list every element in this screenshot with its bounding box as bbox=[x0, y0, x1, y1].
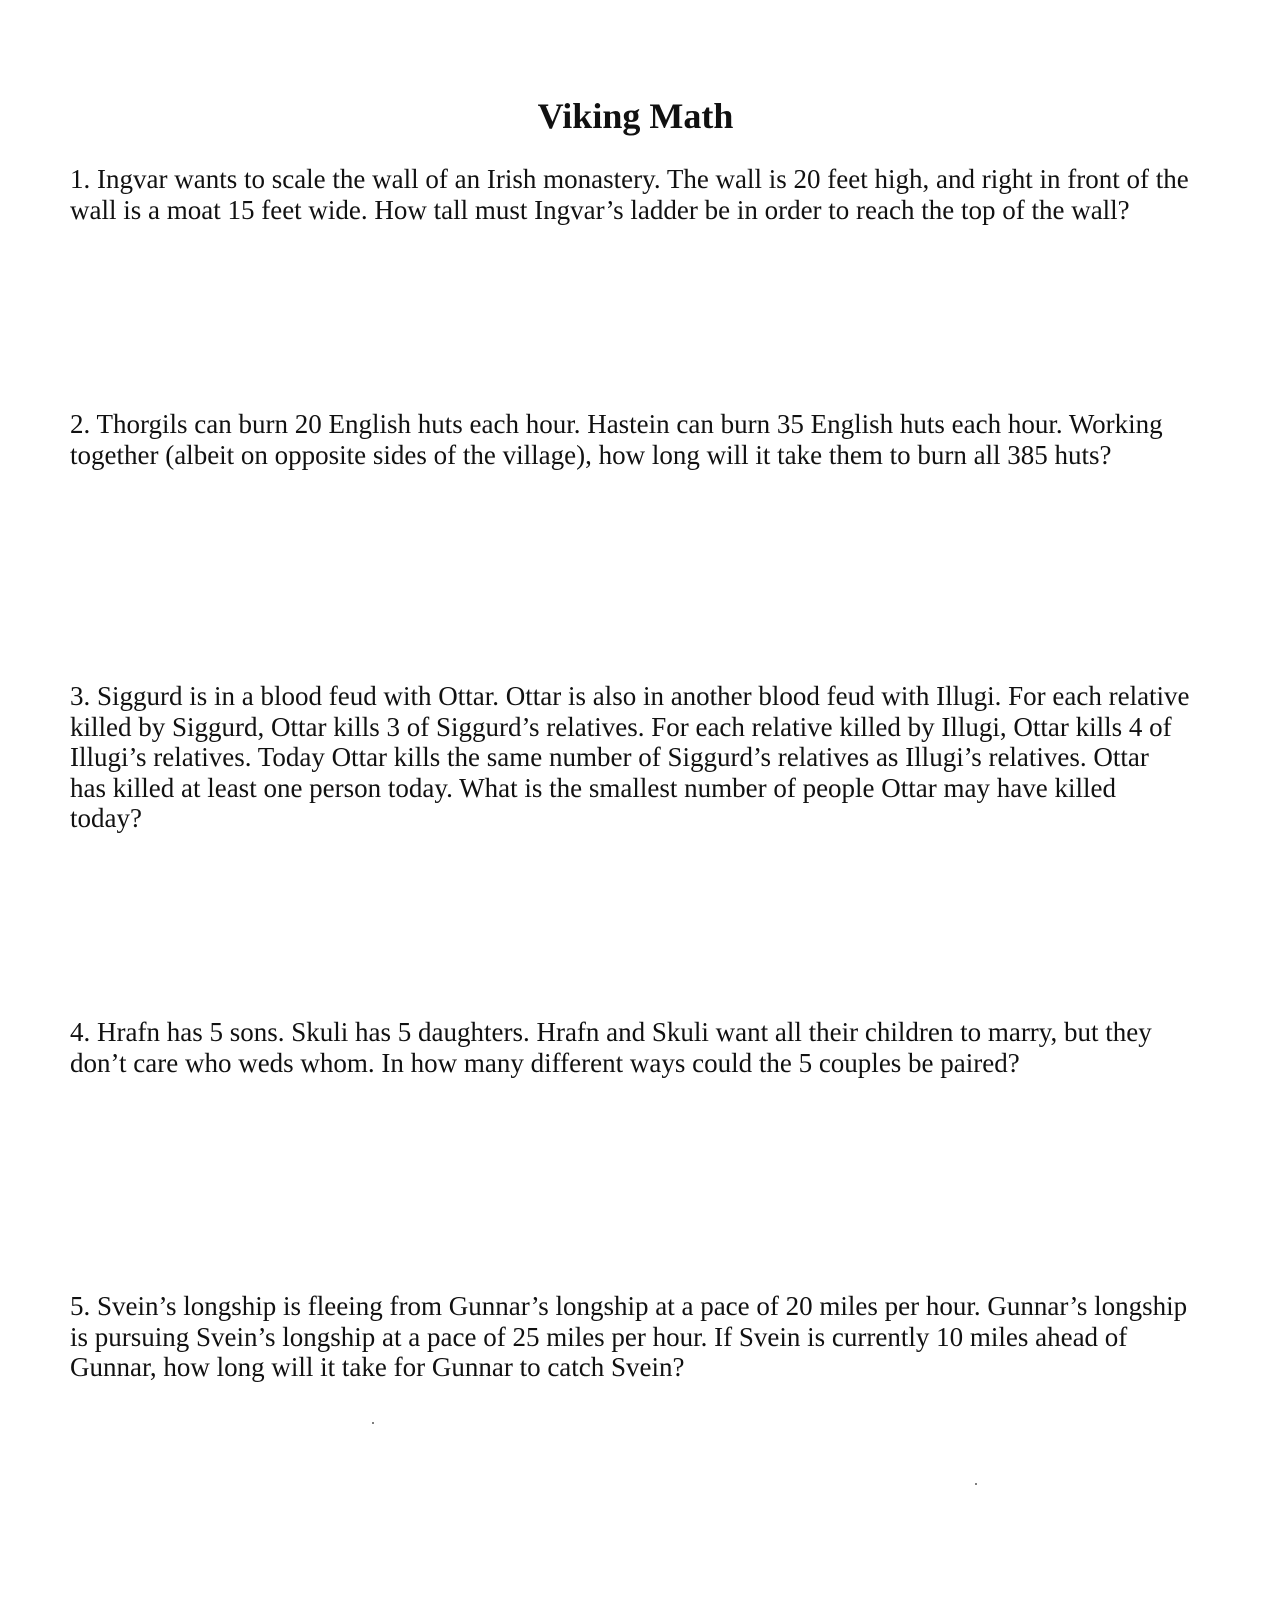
problem-3-line-3: Illugi’s relatives. Today Ottar kills the same number of Siggurd’s relatives as Illugi’s relatives. Ottar bbox=[70, 742, 1149, 772]
problem-4-line-2: don’t care who weds whom. In how many different ways could the 5 couples be paired? bbox=[70, 1047, 1020, 1078]
problem-5 bbox=[70, 1291, 1190, 1383]
page-title: Viking Math bbox=[537, 96, 734, 136]
problem-5-line-3: Gunnar, how long will it take for Gunnar to catch Svein? bbox=[70, 1352, 685, 1382]
problem-2-line-1: 2. Thorgils can burn 20 English huts each hour. Hastein can burn 35 English huts each hour. Working bbox=[70, 409, 1163, 439]
problem-5-line-2: is pursuing Svein’s longship at a pace of 25 miles per hour. If Svein is currently 10 miles ahead of bbox=[70, 1321, 1128, 1352]
problem-3-line-1: 3. Siggurd is in a blood feud with Ottar. Ottar is also in another blood feud with Illugi. For each relative bbox=[70, 681, 1190, 711]
problem-2-line-2: together (albeit on opposite sides of the village), how long will it take them to burn all 385 huts? bbox=[70, 439, 1112, 470]
scan-speck bbox=[372, 1422, 374, 1424]
problem-3 bbox=[70, 681, 1190, 834]
problem-2 bbox=[70, 409, 1190, 470]
problem-1 bbox=[70, 164, 1190, 225]
scan-speck bbox=[975, 1483, 977, 1485]
problem-3-line-2: killed by Siggurd, Ottar kills 3 of Siggurd’s relatives. For each relative killed by Illugi, Ottar kills 4 of bbox=[70, 711, 1172, 742]
problem-3-line-5: today? bbox=[70, 803, 142, 833]
problem-4-line-1: 4. Hrafn has 5 sons. Skuli has 5 daughters. Hrafn and Skuli want all their children to marry, but they bbox=[70, 1017, 1152, 1047]
problem-1-line-1: 1. Ingvar wants to scale the wall of an Irish monastery. The wall is 20 feet high, and right in front of the bbox=[70, 164, 1189, 194]
problem-5-line-1: 5. Svein’s longship is fleeing from Gunnar’s longship at a pace of 20 miles per hour. Gunnar’s longship bbox=[70, 1291, 1188, 1321]
problem-4 bbox=[70, 1017, 1190, 1078]
problem-1-line-2: wall is a moat 15 feet wide. How tall must Ingvar’s ladder be in order to reach the top of the wall? bbox=[70, 194, 1130, 225]
problem-3-line-4: has killed at least one person today. What is the smallest number of people Ottar may have killed bbox=[70, 772, 1116, 803]
